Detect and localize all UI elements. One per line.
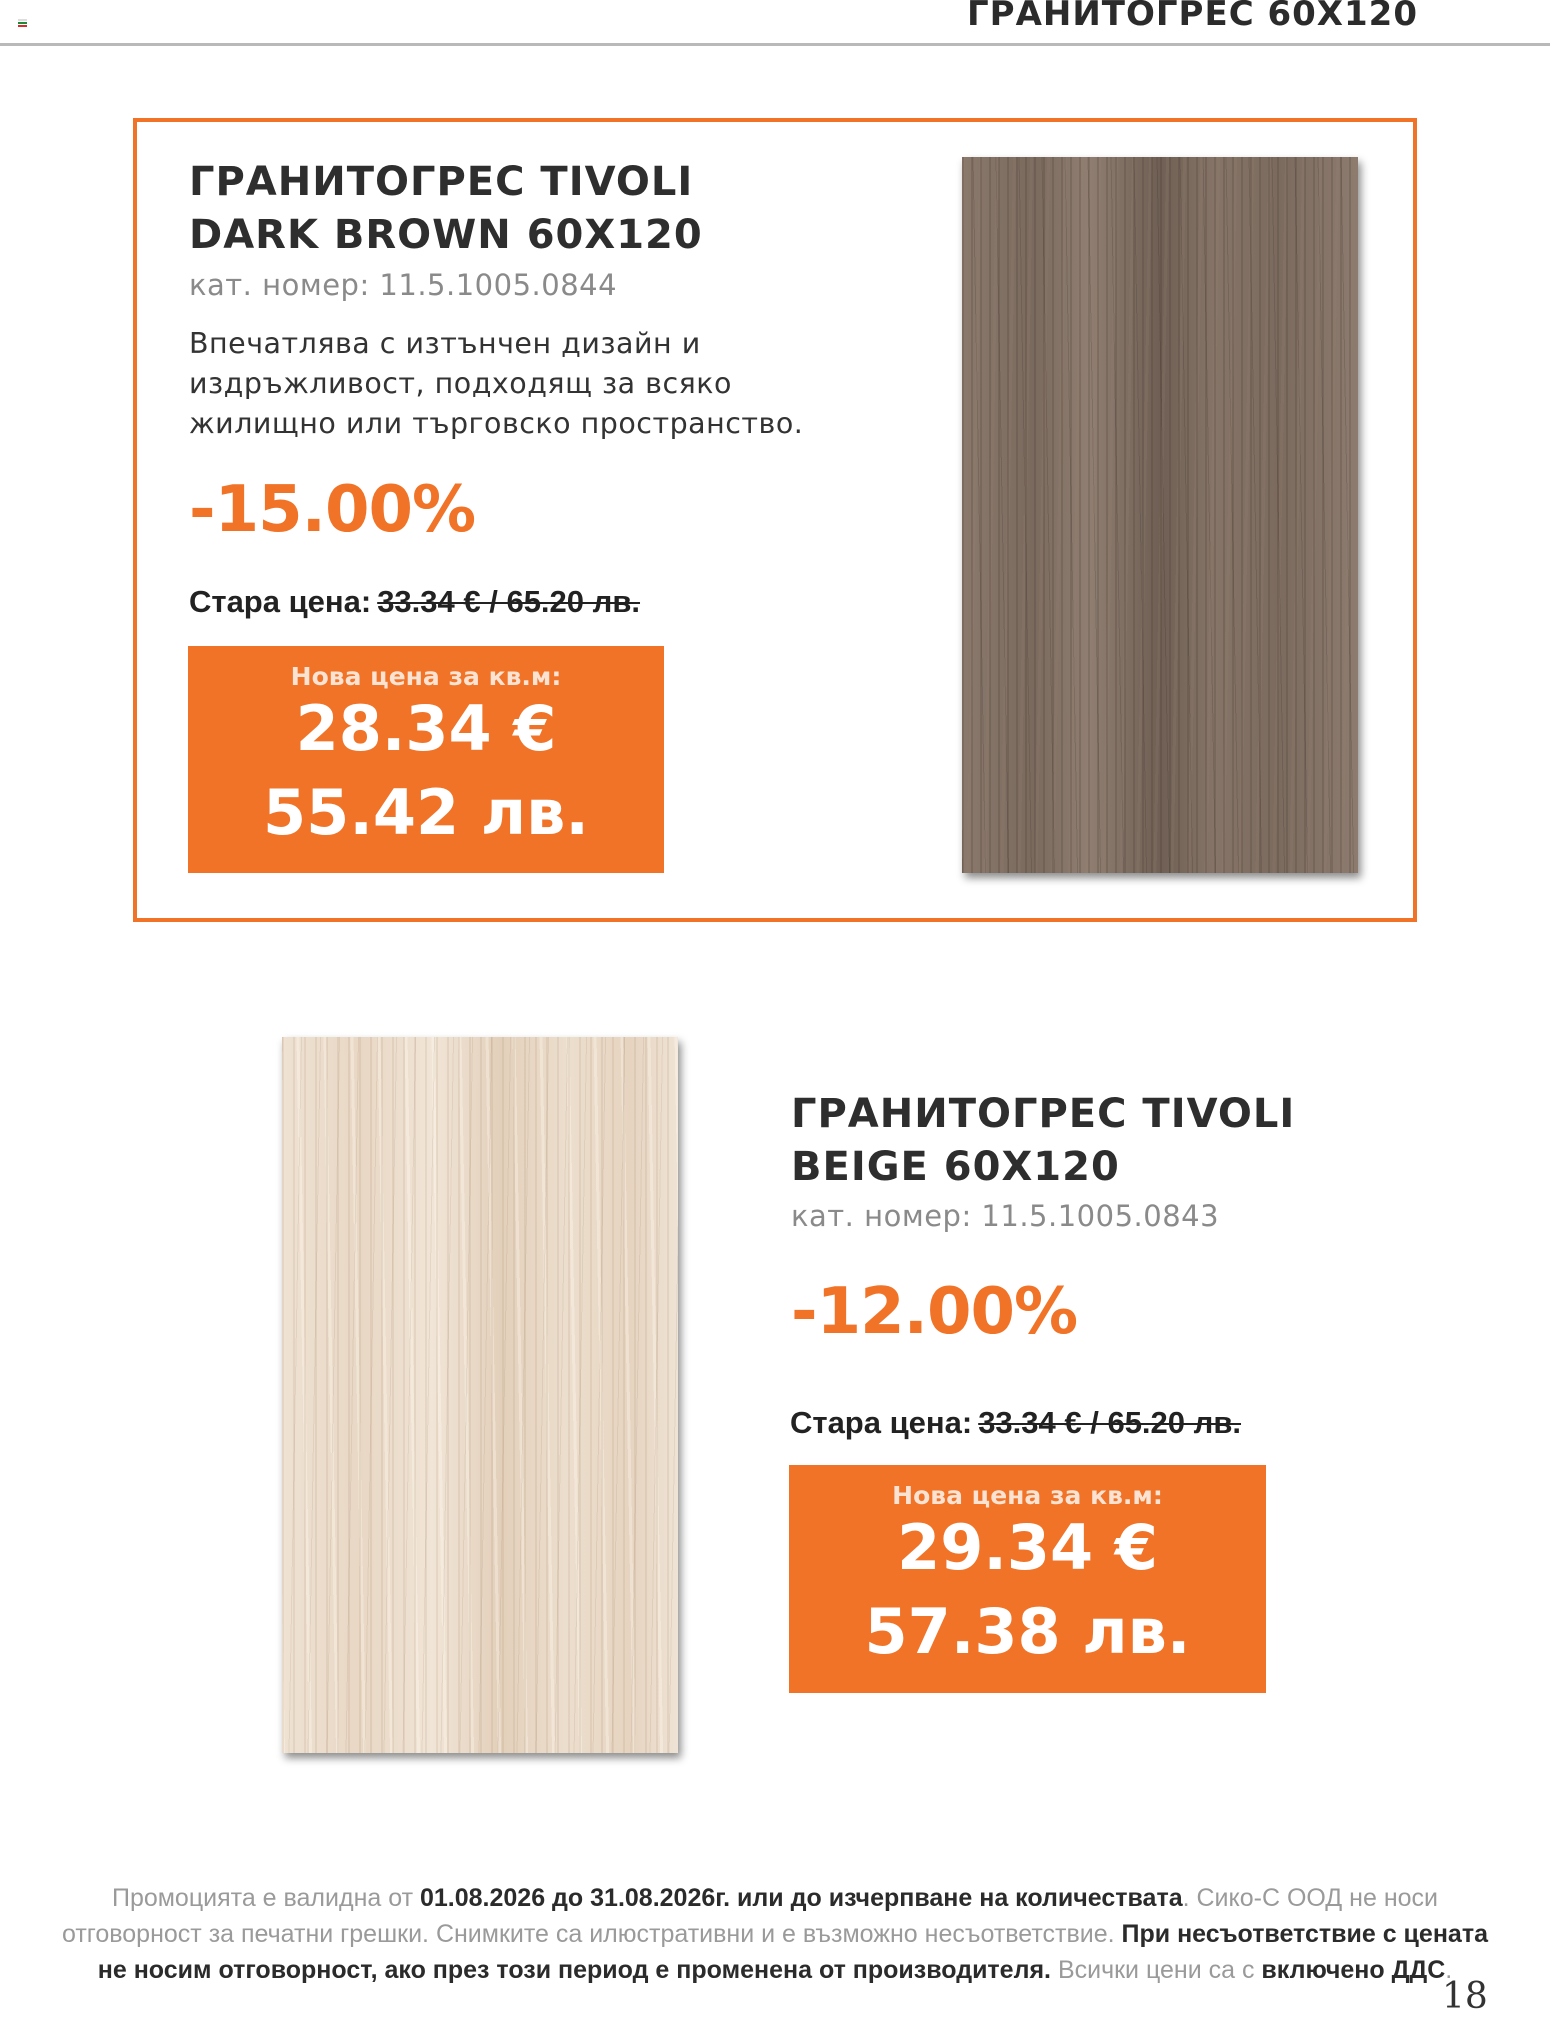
footer-liability: При несъответствие с цената не носим отговорност, ако през този период е променена от производителя. bbox=[97, 1920, 1488, 1984]
page-header-title: ГРАНИТОГРЕС 60X120 bbox=[966, 0, 1418, 34]
footer-text: . Сико-С ООД не носи отговорност за печатни грешки. Снимките са илюстративни и е възможно несъответствие. bbox=[62, 1884, 1439, 1948]
new-price-bgn: 57.38 лв. bbox=[864, 1595, 1191, 1668]
footer-text: . bbox=[1445, 1956, 1453, 1984]
new-price-label: Нова цена за кв.м: bbox=[290, 662, 562, 691]
product-title-line1: ГРАНИТОГРЕС TIVOLI bbox=[791, 1091, 1296, 1137]
catalog-number: кат. номер: 11.5.1005.0844 bbox=[189, 268, 618, 302]
new-price-eur: 29.34 € bbox=[897, 1511, 1158, 1584]
description-line2: издръжливост, подходящ за всяко bbox=[189, 367, 732, 400]
page-number: 18 bbox=[1442, 1976, 1488, 2017]
footer-text: Промоцията е валидна от bbox=[111, 1884, 420, 1912]
discount-badge: -15.00% bbox=[189, 473, 476, 547]
discount-badge: -12.00% bbox=[791, 1275, 1078, 1349]
tile-image-beige bbox=[282, 1037, 678, 1753]
tile-image-dark-brown bbox=[962, 157, 1358, 873]
product-description bbox=[189, 324, 829, 444]
footer-vat: включено ДДС bbox=[1261, 1956, 1446, 1984]
footer-dates: 01.08.2026 до 31.08.2026г. или до изчерпване на количествата bbox=[419, 1884, 1183, 1912]
old-price bbox=[790, 1405, 1241, 1441]
product-title-dark-brown bbox=[189, 156, 703, 262]
product-title-line2: DARK BROWN 60X120 bbox=[189, 212, 703, 258]
product-title-beige bbox=[791, 1088, 1295, 1194]
old-price-value: 33.34 € / 65.20 лв. bbox=[377, 584, 641, 619]
old-price-value: 33.34 € / 65.20 лв. bbox=[978, 1405, 1242, 1440]
footer-text: Всички цени са с bbox=[1051, 1956, 1262, 1984]
product-title-line1: ГРАНИТОГРЕС TIVOLI bbox=[189, 159, 694, 205]
new-price-eur: 28.34 € bbox=[295, 692, 557, 765]
new-price-bgn: 55.42 лв. bbox=[263, 776, 589, 849]
description-line1: Впечатлява с изтънчен дизайн и bbox=[189, 327, 701, 360]
header-divider bbox=[0, 43, 1550, 46]
footer-disclaimer bbox=[60, 1880, 1490, 1988]
new-price-box bbox=[188, 646, 664, 873]
new-price-box bbox=[789, 1465, 1266, 1693]
flag-icon bbox=[18, 19, 27, 26]
old-price bbox=[189, 584, 640, 620]
new-price-label: Нова цена за кв.м: bbox=[892, 1481, 1163, 1510]
catalog-number: кат. номер: 11.5.1005.0843 bbox=[791, 1199, 1220, 1233]
old-price-label: Стара цена: bbox=[790, 1405, 973, 1440]
product-title-line2: BEIGE 60X120 bbox=[791, 1144, 1120, 1190]
description-line3: жилищно или търговско пространство. bbox=[189, 407, 804, 440]
old-price-label: Стара цена: bbox=[189, 584, 372, 619]
